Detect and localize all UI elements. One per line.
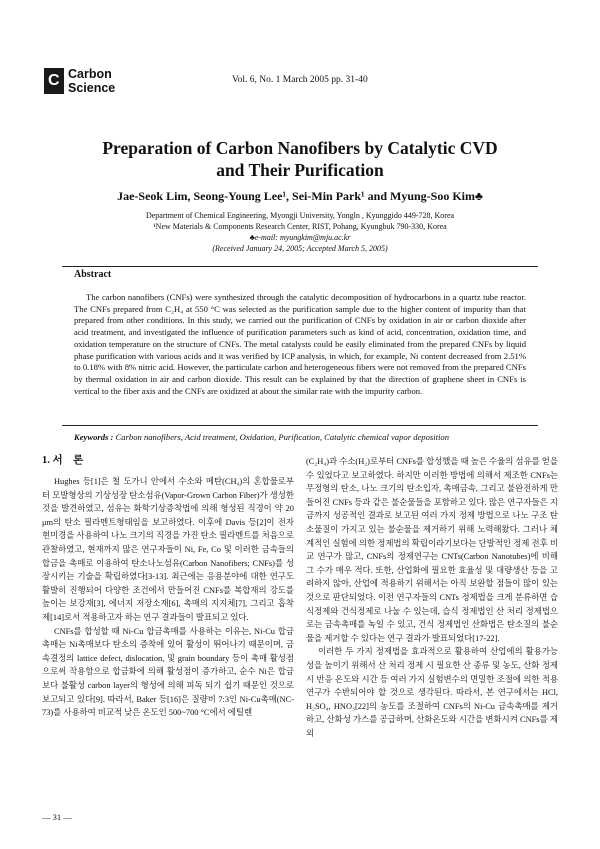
paper-title [40, 137, 560, 181]
logo-mark [44, 68, 64, 94]
logo-text-line2: Science [68, 81, 116, 95]
abstract-text: The carbon nanofibers (CNFs) were synthesized through the catalytic decomposition of hydrocarbons in a quartz tube reactor. The CNFs prepared from C₂H₄ at 550 °C was selected as the purification sample due to the higher content of impurity than that prepared from other conditions. In this study, we carried out the purification of CNFs by oxidation in air or carbon dioxide after acid treatment, and investigated the influence of purification parameters such as kind of acid, concentration, oxidation time, and oxidation temperature on the structure of CNFs. The metal catalysts could be easily eliminated from the prepared CNFs by liquid phase purification with various acids and it was verified by ICP analysis, in which, for example, Ni content decreased from 2.51% to 0.18% with 8% nitric acid. However, the particulate carbon and heterogeneous fibers were not removed from the prepared CNFs by thermal oxidation in air and carbon dioxide. This result can be explained by that the direction of graphene sheet in CNFs is vertical to the fiber axis and the CNFs are oxidized at about the similar rate with the impurity carbon. [74, 292, 526, 396]
author-email: ♣e-mail: myungkim@mju.ac.kr [249, 233, 351, 242]
journal-info: Vol. 6, No. 1 March 2005 pp. 31-40 [232, 75, 368, 85]
body-paragraph: Hughes 등[1]은 철 도가니 안에서 수소와 메탄(CH₄)의 혼합물로부터 모발형상의 기상성장 탄소섬유(Vapor-Grown Carbon Fiber)가 생성한 것을 발견하였고, 섬유는 화학기상증착법에 의해 형성된 직경이 약 20 μm의 탄소 필라멘트형태임을 보고하였다. 이후에 Davis 등[2]이 전자 현미경을 사용하여 나노 크기의 직경을 가진 탄소 필라멘트를 처음으로 관찰하였고, 현재까지 많은 연구자들이 Ni, Fe, Co 및 이러한 금속들의 합금을 촉매로 이용하여 탄소나노섬유(Carbon Nanofibers; CNFs)를 성장시키는 기술을 확립하였다[3-13]. 최근에는 응용분야에 대한 연구도 활발히 진행되어 다양한 조건에서 만들어진 CNFs를 복합재의 강도를 높이는 보강재[3], 에너지 저장소재[6], 촉매의 지지체[7], 그리고 흡착제[14]로서 적용하고자 하는 연구 결과들이 발표되고 있다. [42, 477, 294, 622]
affiliation-2: ¹New Materials & Components Research Center, RIST, Pohang, Kyungbuk 790-330, Korea [153, 222, 447, 231]
page-number: — 31 — [42, 812, 72, 822]
received-dates: (Received January 24, 2005; Accepted March 5, 2005) [212, 244, 388, 253]
body-paragraph: (C₂H₄)과 수소(H₂)로부터 CNFs를 합성했을 때 높은 수율의 섬유를 얻을 수 있었다고 보고하였다. 하지만 이러한 방법에 의해서 제조한 CNFs는 무정형의 탄소, 나노 크기의 탄소입자, 촉매금속, 그리고 불완전하게 만들어진 CNFs 등과 같은 불순물들을 포함하고 있다. 많은 연구자들은 지금까지 성공적인 결과로 보고된 여러 가지 정제 방법으로 나노 구조 탄소물질이 가지고 있는 불순물을 제거하기 위해 노력해왔다. 그러나 체계적인 실험에 의한 정제법의 확립이라기보다는 단발적인 정제 전후 비교 연구가 많고, CNFs의 정제연구는 CNTs(Carbon Nanotubes)에 비해 그 수가 매우 적다. 또한, 산업화에 필요한 효율성 및 대량생산 등을 고려하지 않아, 산업에 적용하기 위해서는 아직 보완할 점들이 많이 있는 것으로 판단되었다. 이전 연구자들의 CNTs 정제법을 크게 분류하면 습식정제와 건식정제로 나눌 수 있는데, 습식 정제법인 산 처리 정제법으로는 금속촉매를 녹일 수 있고, 건식 정제법인 산화법은 탄소질의 불순물을 제거할 수 있다는 연구 결과가 발표되었다[17-22]. [306, 457, 558, 643]
right-column [306, 455, 558, 740]
logo-text-line1: Carbon [68, 67, 112, 81]
body-paragraph: 이러한 두 가지 정제법을 효과적으로 활용하여 산업에의 활용가능성을 높이기 위해서 산 처리 정제 시 필요한 산 종류 및 농도, 산화 정제시 반응 온도와 시간 등 여러 가지 실험변수의 면밀한 조절에 의한 적용연구가 수반되어야 할 것으로 생각된다. 따라서, 본 연구에서는 HCl, H₂SO₄, HNO₃[22]의 농도를 조절하여 CNFs의 Ni-Cu 금속촉매를 제거하고, 산화성 가스를 공급하며, 산화온도와 시간을 변화시켜 CNFs를 제외 [306, 647, 558, 738]
title-line-2: and Their Purification [216, 160, 384, 180]
keywords [74, 432, 526, 442]
title-line-1: Preparation of Carbon Nanofibers by Catalytic CVD [102, 138, 498, 158]
abstract-heading: Abstract [74, 269, 112, 280]
keywords-label: Keywords : [74, 432, 114, 442]
journal-logo [44, 66, 154, 102]
section-heading: 1. 서 론 [42, 455, 84, 466]
affiliation-1: Department of Chemical Engineering, Myongji University, Yongln , Kyunggido 449-728, Korea [145, 211, 455, 220]
author-list: Jae-Seok Lim, Seong-Young Lee¹, Sei-Min Park¹ and Myung-Soo Kim♣ [117, 189, 483, 203]
keywords-list: Carbon nanofibers, Acid treatment, Oxidation, Purification, Catalytic chemical vapor deposition [115, 432, 449, 442]
left-column [42, 475, 294, 720]
logo-letter: C [48, 72, 60, 89]
body-paragraph: CNFs를 합성할 때 Ni-Cu 합금촉매를 사용하는 이유는, Ni-Cu 합금촉매는 Ni촉매보다 탄소의 증착에 있어 활성이 뛰어나기 때문이며, 금속결정의 lattice defect, dislocation, 및 grain boundary 등이 촉매 활성점으로써 작용함으로 합금화에 의해 활성점이 증가하고, 순수 Ni은 합금보다 불활성 carbon layer의 형성에 의해 피독 되기 쉽기 때문인 것으로 보고되고 있다[9]. 따라서, Baker 등[16]은 질량비 7:3인 Ni-Cu촉매(NC-73)를 사용하여 비교적 낮은 온도인 500~700 °C에서 에틸렌 [42, 626, 294, 718]
